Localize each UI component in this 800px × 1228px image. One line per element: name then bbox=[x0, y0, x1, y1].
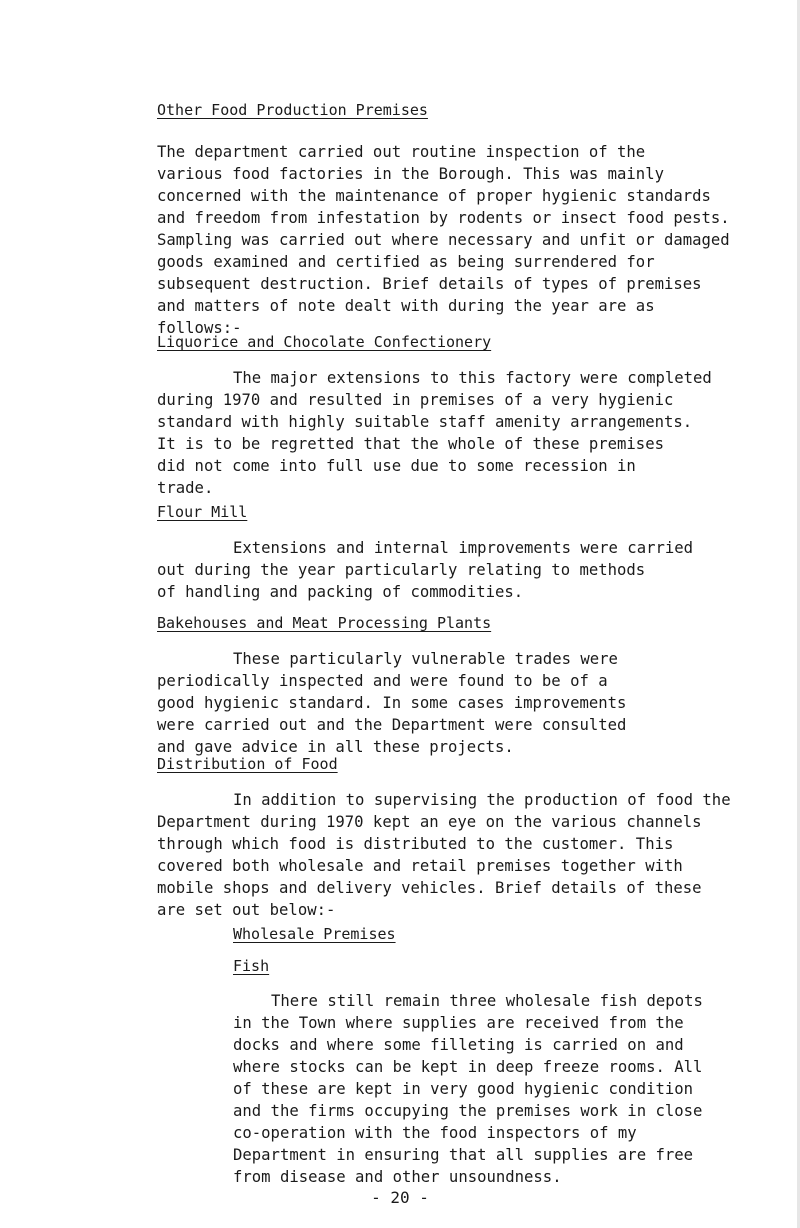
heading-wholesale-premises: Wholesale Premises bbox=[233, 925, 396, 943]
text-line: were carried out and the Department were consulted bbox=[157, 716, 627, 734]
text-line: co-operation with the food inspectors of my bbox=[233, 1124, 637, 1142]
heading-liquorice-confectionery: Liquorice and Chocolate Confectionery bbox=[157, 333, 492, 351]
text-line: trade. bbox=[157, 479, 214, 497]
heading-flour-mill: Flour Mill bbox=[157, 503, 248, 521]
text-line: In addition to supervising the production of food the bbox=[233, 791, 731, 809]
text-line: from disease and other unsoundness. bbox=[233, 1168, 562, 1186]
paragraph-flour-mill bbox=[157, 537, 693, 603]
text-line: through which food is distributed to the customer. This bbox=[157, 835, 674, 853]
text-line: are set out below:- bbox=[157, 901, 336, 919]
text-line: Department during 1970 kept an eye on the various channels bbox=[157, 813, 702, 831]
paragraph-liquorice-confectionery bbox=[157, 367, 712, 499]
text-line: follows:- bbox=[157, 319, 242, 337]
page-number: - 20 - bbox=[371, 1188, 429, 1207]
text-line: of these are kept in very good hygienic condition bbox=[233, 1080, 694, 1098]
text-line: It is to be regretted that the whole of these premises bbox=[157, 435, 664, 453]
text-line: Department in ensuring that all supplies are free bbox=[233, 1146, 694, 1164]
text-line: where stocks can be kept in deep freeze rooms. All bbox=[233, 1058, 703, 1076]
text-line: and matters of note dealt with during the year are as bbox=[157, 297, 655, 315]
text-line: Sampling was carried out where necessary and unfit or damaged bbox=[157, 231, 730, 249]
text-line: covered both wholesale and retail premises together with bbox=[157, 857, 683, 875]
text-line: periodically inspected and were found to be of a bbox=[157, 672, 608, 690]
text-line: docks and where some filleting is carried on and bbox=[233, 1036, 684, 1054]
text-line: and freedom from infestation by rodents or insect food pests. bbox=[157, 209, 730, 227]
text-line: standard with highly suitable staff amenity arrangements. bbox=[157, 413, 693, 431]
heading-bakehouses: Bakehouses and Meat Processing Plants bbox=[157, 614, 492, 632]
text-line: subsequent destruction. Brief details of types of premises bbox=[157, 275, 702, 293]
text-line: of handling and packing of commodities. bbox=[157, 583, 524, 601]
text-line: mobile shops and delivery vehicles. Brief details of these bbox=[157, 879, 702, 897]
text-line: The major extensions to this factory were completed bbox=[233, 369, 712, 387]
paragraph-bakehouses bbox=[157, 648, 626, 758]
text-line: goods examined and certified as being surrendered for bbox=[157, 253, 655, 271]
text-line: Extensions and internal improvements were carried bbox=[233, 539, 694, 557]
text-line: good hygienic standard. In some cases improvements bbox=[157, 694, 627, 712]
text-line: during 1970 and resulted in premises of a very hygienic bbox=[157, 391, 674, 409]
text-line: These particularly vulnerable trades were bbox=[233, 650, 618, 668]
text-line: There still remain three wholesale fish depots bbox=[271, 992, 703, 1010]
paragraph-fish bbox=[233, 990, 703, 1188]
text-line: and the firms occupying the premises work in close bbox=[233, 1102, 703, 1120]
text-line: The department carried out routine inspection of the bbox=[157, 143, 646, 161]
paragraph-other-food-production bbox=[157, 141, 730, 339]
text-line: various food factories in the Borough. This was mainly bbox=[157, 165, 664, 183]
text-line: did not come into full use due to some recession in bbox=[157, 457, 636, 475]
text-line: concerned with the maintenance of proper hygienic standards bbox=[157, 187, 711, 205]
heading-other-food-production: Other Food Production Premises bbox=[157, 101, 428, 119]
text-line: in the Town where supplies are received from the bbox=[233, 1014, 684, 1032]
heading-fish: Fish bbox=[233, 957, 270, 975]
paragraph-distribution-of-food bbox=[157, 789, 731, 921]
heading-distribution-of-food: Distribution of Food bbox=[157, 755, 338, 773]
text-line: and gave advice in all these projects. bbox=[157, 738, 514, 756]
text-line: out during the year particularly relating to methods bbox=[157, 561, 646, 579]
